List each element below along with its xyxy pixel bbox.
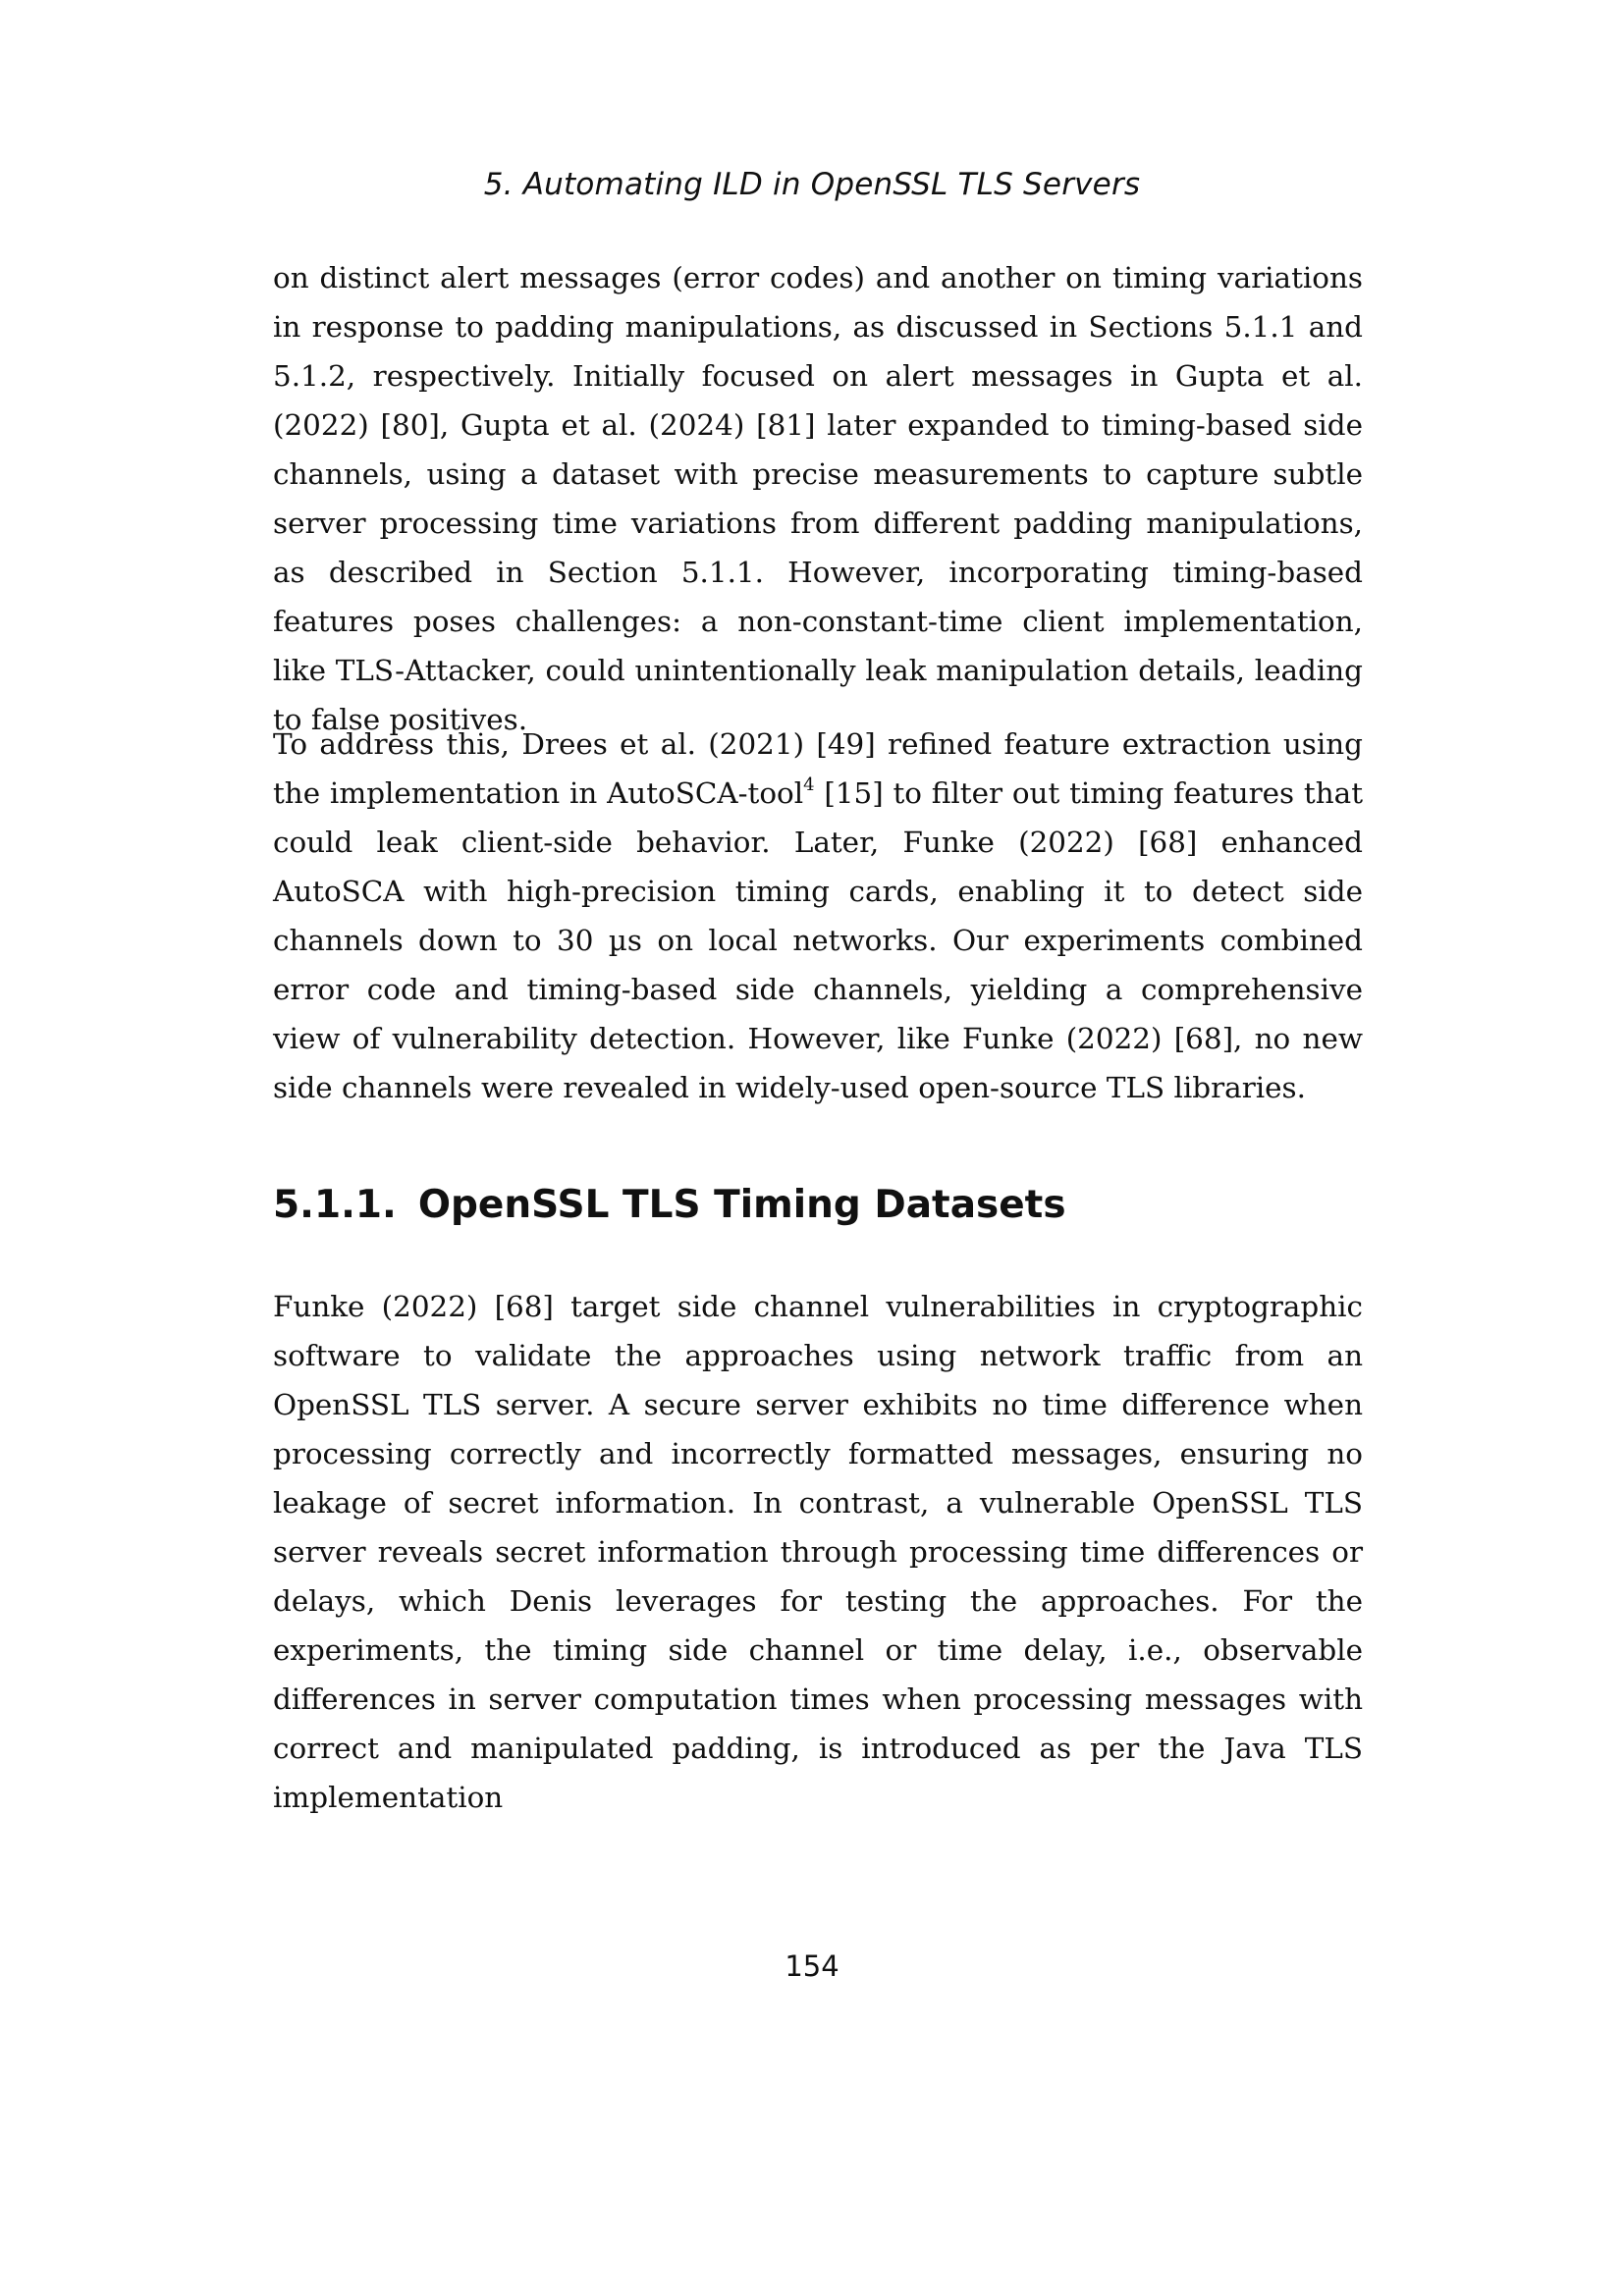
section-title: OpenSSL TLS Timing Datasets — [417, 1183, 1066, 1227]
paragraph-text: Funke (2022) [68] target side channel vulnerabilities in cryptographic software to validate the approaches using network traffic from an OpenSSL TLS server. A secure server exhibits no time difference when processing correctly and incorrectly formatted messages, ensuring no leakage of secret information. In contrast, a vulnerable OpenSSL TLS server reveals secret information through processing time differences or delays, which Denis leverages for testing the approaches. For the experiments, the timing side channel or time delay, i.e., observable differences in server computation times when processing messages with correct and manipulated padding, is introduced as per the Java TLS implementation — [273, 1290, 1363, 1814]
body-paragraph-1 — [273, 253, 1363, 744]
running-header: 5. Automating ILD in OpenSSL TLS Servers — [483, 167, 1141, 202]
footnote-marker[interactable]: 4 — [803, 774, 815, 796]
paragraph-text: on distinct alert messages (error codes) and another on timing variations in response to padding manipulations, as discussed in Sections 5.1.1 and 5.1.2, respectively. Initially focused on alert messages in Gupta et al. (2022) [80], Gupta et al. (2024) [81] later expanded to timing-based side channels, using a dataset with precise measurements to capture subtle server processing time variations from different padding manipulations, as described in Section 5.1.1. However, incorporating timing-based features poses challenges: a non-constant-time client implementation, like TLS-Attacker, could unintentionally leak manipulation details, leading to false positives. — [273, 261, 1363, 736]
paragraph-text-part: To address this, Drees et al. (2021) [49] refined feature extraction using the implementation in AutoSCA-tool — [273, 727, 1363, 810]
paragraph-text — [273, 720, 1363, 1112]
section-number: 5.1.1. — [273, 1183, 397, 1227]
section-heading — [273, 1183, 1066, 1227]
paragraph-text-part: [15] to filter out timing features that could leak client-side behavior. Later, Funke (2022) [68] enhanced AutoSCA with high-precision timing cards, enabling it to detect side channels down to 30 µs on local networks. Our experiments combined error code and timing-based side channels, yielding a comprehensive view of vulnerability detection. However, like Funke (2022) [68], no new side channels were revealed in widely-used open-source TLS libraries. — [273, 776, 1364, 1104]
body-paragraph-2 — [273, 720, 1363, 1112]
page-number: 154 — [785, 1949, 839, 1983]
body-paragraph-3 — [273, 1282, 1363, 1822]
